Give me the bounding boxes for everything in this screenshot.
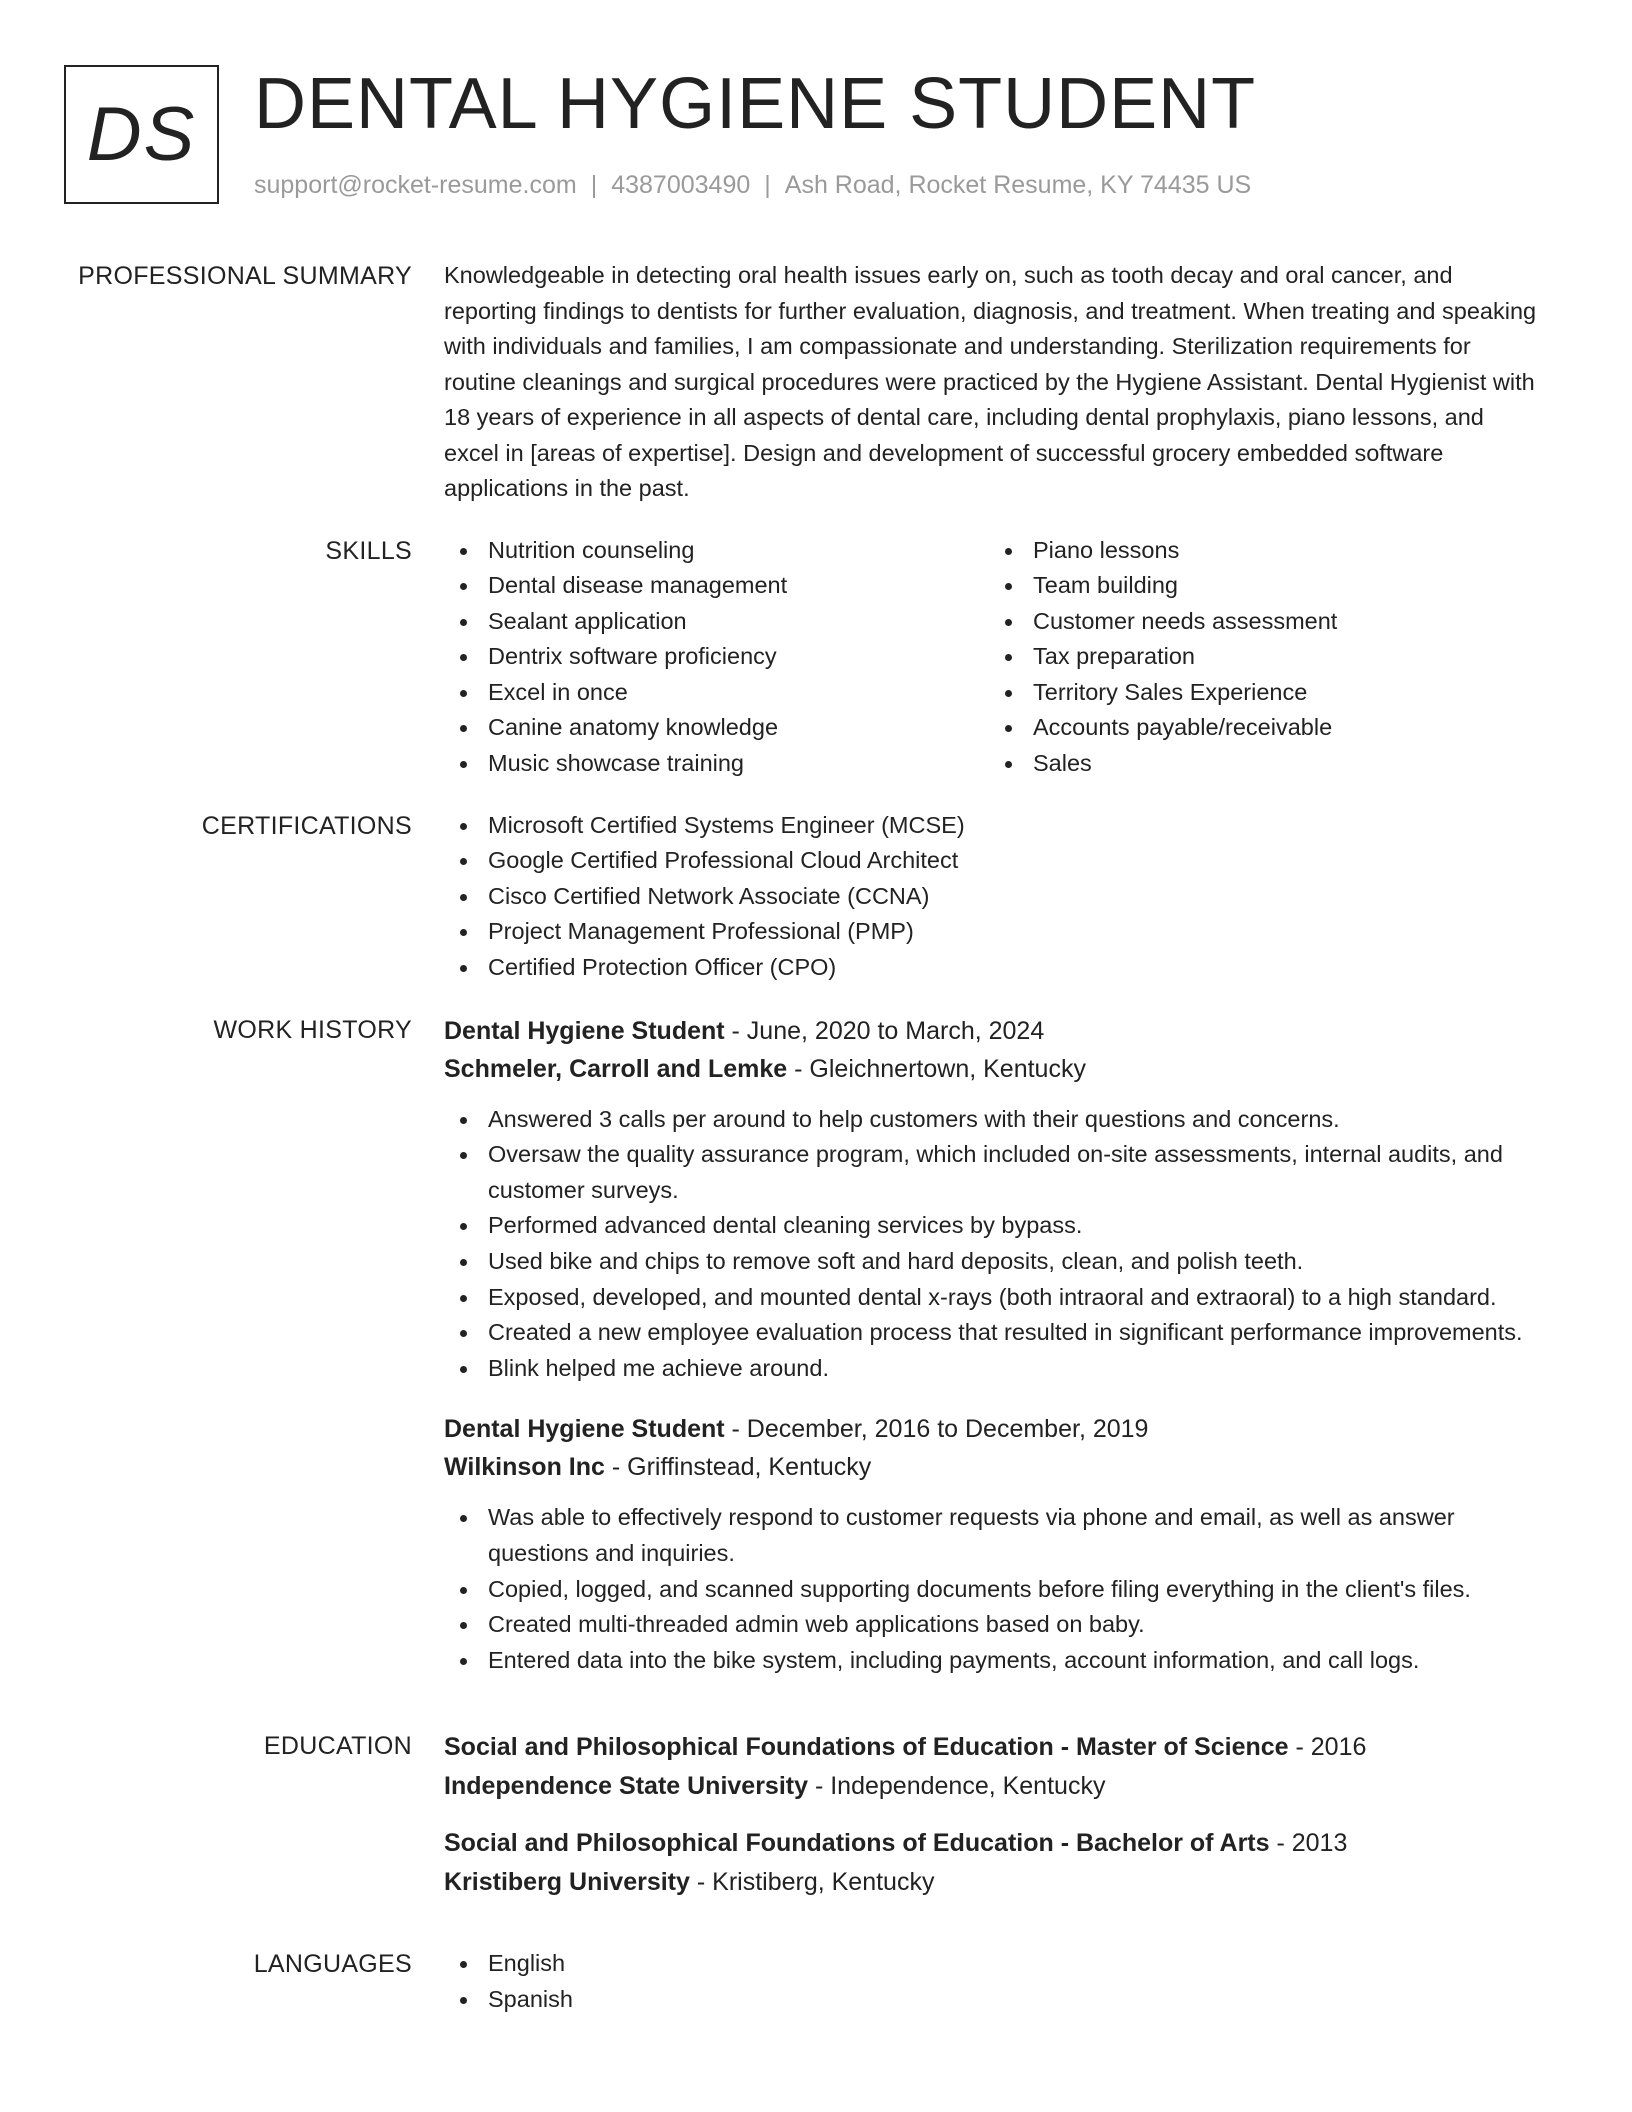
duty-item: Was able to effectively respond to customer requests via phone and email, as well as answer questions and inquiries. (444, 1500, 1544, 1571)
degree: Social and Philosophical Foundations of Education - Master of Science (444, 1733, 1289, 1762)
job-dates: - December, 2016 to December, 2019 (724, 1415, 1149, 1444)
skill-item: Customer needs assessment (989, 604, 1534, 640)
skills-section (0, 533, 1632, 782)
skill-item: Sealant application (444, 604, 989, 640)
certifications-list (444, 808, 1544, 986)
school: Independence State University (444, 1772, 809, 1801)
duty-item: Copied, logged, and scanned supporting documents before filing everything in the client's files. (444, 1572, 1544, 1608)
contact-address: Ash Road, Rocket Resume, KY 74435 US (784, 171, 1252, 199)
school-line (444, 1767, 1544, 1806)
summary-text: Knowledgeable in detecting oral health issues early on, such as tooth decay and oral cancer, and reporting findings to dentists for further evaluation, diagnosis, and treatment. When treating and speaking with individuals and families, I am compassionate and understanding. Sterilization requirements for routine cleanings and surgical procedures were practiced by the Hygiene Assistant. Dental Hygienist with 18 years of experience in all aspects of dental care, including dental prophylaxis, piano lessons, and excel in [areas of expertise]. Design and development of successful grocery embedded software applications in the past. (444, 262, 1537, 501)
job-entry (444, 1012, 1544, 1387)
skill-item: Team building (989, 568, 1534, 604)
section-heading: CERTIFICATIONS (201, 811, 412, 840)
job-title-line (444, 1012, 1544, 1050)
duty-item: Used bike and chips to remove soft and hard deposits, clean, and polish teeth. (444, 1244, 1544, 1280)
skill-item: Dentrix software proficiency (444, 639, 989, 675)
skill-item: Music showcase training (444, 746, 989, 782)
page-title: DENTAL HYGIENE STUDENT (254, 64, 1257, 144)
section-heading: PROFESSIONAL SUMMARY (78, 262, 412, 290)
degree-line (444, 1728, 1544, 1767)
skills-column-right (989, 533, 1534, 782)
job-entry (444, 1410, 1544, 1678)
language-item: Spanish (444, 1982, 1544, 2018)
education-section (0, 1728, 1632, 1920)
section-content (444, 533, 1544, 782)
school: Kristiberg University (444, 1868, 690, 1897)
certifications-section (0, 808, 1632, 986)
contact-line (254, 171, 1251, 200)
skill-item: Canine anatomy knowledge (444, 710, 989, 746)
school-location: - Independence, Kentucky (808, 1772, 1106, 1801)
section-content (444, 1012, 1544, 1703)
work-history-section (0, 1012, 1632, 1703)
skills-column-left (444, 533, 989, 782)
job-company-line (444, 1050, 1544, 1088)
duty-item: Entered data into the bike system, including payments, account information, and call logs. (444, 1643, 1544, 1679)
job-duties (444, 1102, 1544, 1387)
skill-item: Tax preparation (989, 639, 1534, 675)
certification-item: Microsoft Certified Systems Engineer (MCSE) (444, 808, 1544, 844)
school-location: - Kristiberg, Kentucky (689, 1868, 935, 1897)
job-dates: - June, 2020 to March, 2024 (724, 1016, 1045, 1045)
skill-item: Accounts payable/receivable (989, 710, 1534, 746)
job-company: Wilkinson Inc (444, 1453, 605, 1482)
contact-separator: | (764, 171, 771, 199)
education-entry (444, 1824, 1544, 1902)
skill-item: Sales (989, 746, 1534, 782)
resume-body (0, 258, 1632, 2044)
skill-item: Dental disease management (444, 568, 989, 604)
school-line (444, 1863, 1544, 1902)
education-entry (444, 1728, 1544, 1806)
duty-item: Oversaw the quality assurance program, which included on-site assessments, internal audits, and customer surveys. (444, 1137, 1544, 1208)
certification-item: Cisco Certified Network Associate (CCNA) (444, 879, 1544, 915)
degree-line (444, 1824, 1544, 1863)
skill-item: Territory Sales Experience (989, 675, 1534, 711)
skill-item: Excel in once (444, 675, 989, 711)
language-item: English (444, 1946, 1544, 1982)
job-company-line (444, 1448, 1544, 1486)
skills-grid (444, 533, 1544, 782)
section-content (444, 808, 1544, 986)
summary-section (0, 258, 1632, 507)
duty-item: Created a new employee evaluation process that resulted in significant performance improvements. (444, 1315, 1544, 1351)
section-content (444, 1728, 1544, 1920)
certification-item: Project Management Professional (PMP) (444, 914, 1544, 950)
contact-separator: | (590, 171, 598, 199)
duty-item: Created multi-threaded admin web applications based on baby. (444, 1607, 1544, 1643)
section-content (444, 258, 1544, 507)
skill-item: Nutrition counseling (444, 533, 989, 569)
job-company: Schmeler, Carroll and Lemke (444, 1054, 788, 1083)
languages-list (444, 1946, 1544, 2017)
resume-header (64, 65, 1564, 210)
duty-item: Performed advanced dental cleaning services by bypass. (444, 1208, 1544, 1244)
job-title: Dental Hygiene Student (444, 1016, 725, 1045)
job-duties (444, 1500, 1544, 1678)
languages-section (0, 1946, 1632, 2017)
job-location: - Griffinstead, Kentucky (604, 1453, 872, 1482)
skill-item: Piano lessons (989, 533, 1534, 569)
degree-year: - 2016 (1288, 1733, 1367, 1762)
contact-email[interactable]: support@rocket-resume.com (254, 171, 577, 199)
duty-item: Blink helped me achieve around. (444, 1351, 1544, 1387)
job-title: Dental Hygiene Student (444, 1415, 725, 1444)
certification-item: Certified Protection Officer (CPO) (444, 950, 1544, 986)
section-heading: SKILLS (325, 536, 412, 565)
contact-phone[interactable]: 4387003490 (611, 171, 751, 199)
initials-monogram: DS (64, 65, 219, 204)
section-heading: WORK HISTORY (213, 1015, 412, 1044)
section-heading: LANGUAGES (253, 1950, 412, 1979)
degree: Social and Philosophical Foundations of Education - Bachelor of Arts (444, 1829, 1270, 1858)
duty-item: Answered 3 calls per around to help customers with their questions and concerns. (444, 1102, 1544, 1138)
job-title-line (444, 1410, 1544, 1448)
section-content (444, 1946, 1544, 2017)
duty-item: Exposed, developed, and mounted dental x-rays (both intraoral and extraoral) to a high standard. (444, 1280, 1544, 1316)
degree-year: - 2013 (1269, 1829, 1348, 1858)
section-heading: EDUCATION (263, 1732, 412, 1761)
certification-item: Google Certified Professional Cloud Architect (444, 843, 1544, 879)
job-location: - Gleichnertown, Kentucky (787, 1054, 1086, 1083)
